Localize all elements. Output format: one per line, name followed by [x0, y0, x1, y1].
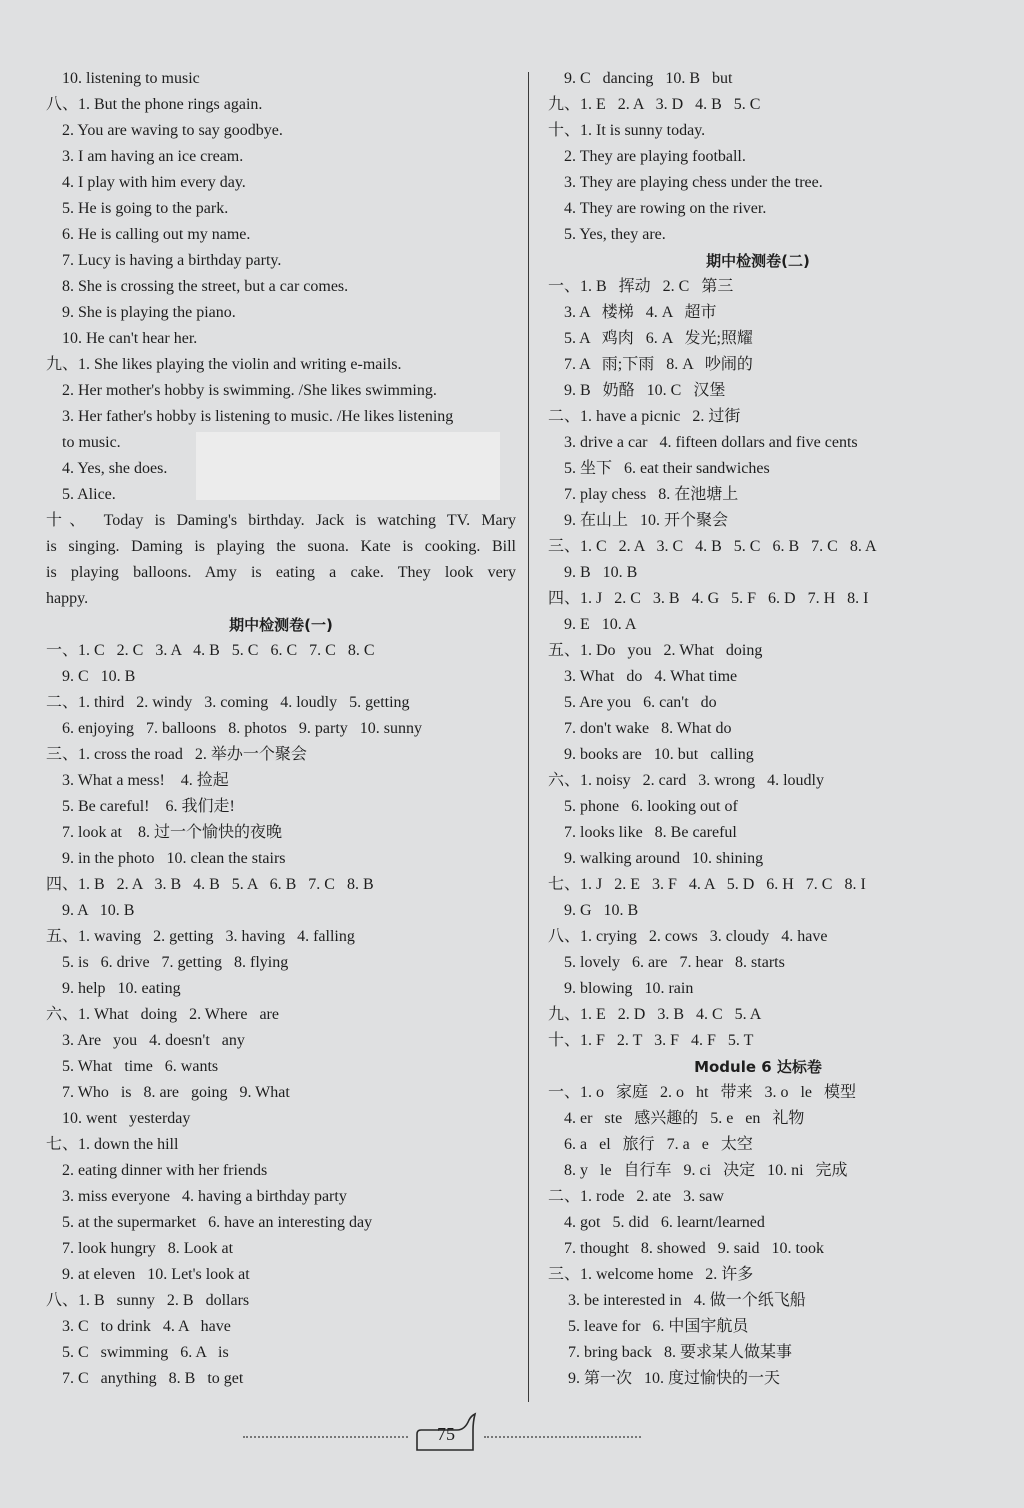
answer-line: 三、1. cross the road 2. 举办一个聚会: [46, 746, 307, 763]
answer-line: 5. Alice.: [46, 486, 116, 503]
answer-line: 6. a el 旅行 7. a e 太空: [548, 1136, 753, 1153]
answer-line: 9. A 10. B: [46, 902, 135, 919]
answer-line: 六、1. noisy 2. card 3. wrong 4. loudly: [548, 772, 824, 789]
answer-line: 九、1. E 2. D 3. B 4. C 5. A: [548, 1006, 762, 1023]
answer-line: is singing. Daming is playing the suona. Kate is cooking. Bill: [46, 538, 516, 555]
answer-line: 七、1. J 2. E 3. F 4. A 5. D 6. H 7. C 8. I: [548, 876, 866, 893]
answer-line: 七、1. down the hill: [46, 1136, 179, 1153]
answer-line: 十、1. It is sunny today.: [548, 122, 706, 139]
answer-line: 5. Are you 6. can't do: [548, 694, 717, 711]
answer-line: 3. They are playing chess under the tree.: [548, 174, 823, 191]
answer-line: to music.: [46, 434, 121, 451]
answer-line: 一、1. o 家庭 2. o ht 带来 3. o le 模型: [548, 1084, 856, 1101]
answer-line: 八、1. crying 2. cows 3. cloudy 4. have: [548, 928, 828, 945]
answer-line: 8. She is crossing the street, but a car comes.: [46, 278, 349, 295]
answer-line: 3. What a mess! 4. 捡起: [46, 772, 229, 789]
answer-line: 5. C swimming 6. A is: [46, 1344, 229, 1361]
answer-line: 7. don't wake 8. What do: [548, 720, 732, 737]
page-number: 75: [437, 1424, 455, 1444]
answer-line: 5. Yes, they are.: [548, 226, 666, 243]
answer-line: 7. look at 8. 过一个愉快的夜晚: [46, 824, 282, 841]
answer-line: 9. G 10. B: [548, 902, 639, 919]
answer-line: 9. E 10. A: [548, 616, 637, 633]
answer-line: 一、1. C 2. C 3. A 4. B 5. C 6. C 7. C 8. C: [46, 642, 375, 659]
answer-line: 5. lovely 6. are 7. hear 8. starts: [548, 954, 785, 971]
answer-line: 3. Are you 4. doesn't any: [46, 1032, 245, 1049]
erased-area: [196, 432, 500, 500]
answer-line: 五、1. Do you 2. What doing: [548, 642, 763, 659]
answer-line: 7. play chess 8. 在池塘上: [548, 486, 739, 503]
section-heading: 期中检测卷(二): [706, 252, 810, 270]
answer-line: 3. drive a car 4. fifteen dollars and five cents: [548, 434, 858, 451]
answer-line: 4. Yes, she does.: [46, 460, 168, 477]
answer-line: 2. You are waving to say goodbye.: [46, 122, 283, 139]
answer-line: 9. C dancing 10. B but: [548, 70, 733, 87]
answer-line: 7. Who is 8. are going 9. What: [46, 1084, 290, 1101]
section-heading: 期中检测卷(一): [229, 616, 333, 634]
footer-dotted-rule-right: [484, 1436, 641, 1438]
answer-line: 二、1. third 2. windy 3. coming 4. loudly 5. getting: [46, 694, 410, 711]
answer-line: 9. blowing 10. rain: [548, 980, 694, 997]
answer-line: 9. B 奶酪 10. C 汉堡: [548, 382, 726, 399]
answer-line: 4. er ste 感兴趣的 5. e en 礼物: [548, 1110, 805, 1127]
answer-line: 3. What do 4. What time: [548, 668, 738, 685]
answer-line: 5. What time 6. wants: [46, 1058, 219, 1075]
answer-line: 10. He can't hear her.: [46, 330, 198, 347]
answer-line: 9. in the photo 10. clean the stairs: [46, 850, 286, 867]
answer-line: 3. be interested in 4. 做一个纸飞船: [548, 1292, 806, 1309]
answer-line: 5. He is going to the park.: [46, 200, 229, 217]
answer-line: 7. A 雨;下雨 8. A 吵闹的: [548, 356, 753, 373]
answer-line: 4. They are rowing on the river.: [548, 200, 767, 217]
answer-line: 7. look hungry 8. Look at: [46, 1240, 234, 1257]
answer-line: 5. is 6. drive 7. getting 8. flying: [46, 954, 289, 971]
answer-line: 3. Her father's hobby is listening to music. /He likes listening: [46, 408, 454, 425]
answer-line: 八、1. But the phone rings again.: [46, 96, 263, 113]
answer-line: 5. 坐下 6. eat their sandwiches: [548, 460, 770, 477]
column-divider: [528, 72, 529, 1402]
answer-line: 3. I am having an ice cream.: [46, 148, 244, 165]
answer-line: 9. She is playing the piano.: [46, 304, 236, 321]
answer-line: 5. at the supermarket 6. have an interesting day: [46, 1214, 373, 1231]
answer-line: 7. bring back 8. 要求某人做某事: [548, 1344, 792, 1361]
answer-line: 7. thought 8. showed 9. said 10. took: [548, 1240, 824, 1257]
answer-line: 3. miss everyone 4. having a birthday party: [46, 1188, 347, 1205]
answer-line: 四、1. J 2. C 3. B 4. G 5. F 6. D 7. H 8. I: [548, 590, 869, 607]
answer-line: 9. walking around 10. shining: [548, 850, 764, 867]
answer-line: 3. A 楼梯 4. A 超市: [548, 304, 717, 321]
answer-line: 5. phone 6. looking out of: [548, 798, 738, 815]
right-column: [548, 66, 968, 1392]
answer-line: 5. Be careful! 6. 我们走!: [46, 798, 235, 815]
answer-line: 6. enjoying 7. balloons 8. photos 9. party 10. sunny: [46, 720, 422, 737]
answer-line: 九、1. She likes playing the violin and writing e-mails.: [46, 356, 402, 373]
answer-line: 7. Lucy is having a birthday party.: [46, 252, 282, 269]
answer-line: 2. eating dinner with her friends: [46, 1162, 268, 1179]
page-number-badge: [413, 1410, 479, 1454]
answer-line: 2. They are playing football.: [548, 148, 746, 165]
answer-line: 4. I play with him every day.: [46, 174, 246, 191]
answer-line: 二、1. have a picnic 2. 过街: [548, 408, 741, 425]
answer-line: 3. C to drink 4. A have: [46, 1318, 231, 1335]
answer-line: 十、 Today is Daming's birthday. Jack is watching TV. Mary: [46, 512, 516, 529]
answer-line: 6. He is calling out my name.: [46, 226, 251, 243]
answer-line: 三、1. C 2. A 3. C 4. B 5. C 6. B 7. C 8. A: [548, 538, 877, 555]
answer-line: 9. help 10. eating: [46, 980, 181, 997]
answer-line: 四、1. B 2. A 3. B 4. B 5. A 6. B 7. C 8. B: [46, 876, 374, 893]
answer-line: 9. B 10. B: [548, 564, 638, 581]
answer-line: 三、1. welcome home 2. 许多: [548, 1266, 754, 1283]
answer-line: 7. C anything 8. B to get: [46, 1370, 244, 1387]
answer-line: 5. A 鸡肉 6. A 发光;照耀: [548, 330, 753, 347]
answer-line: is playing balloons. Amy is eating a cake. They look very: [46, 564, 516, 581]
answer-line: 10. listening to music: [46, 70, 200, 87]
answer-line: 9. C 10. B: [46, 668, 136, 685]
answer-line: 10. went yesterday: [46, 1110, 191, 1127]
answer-line: 9. at eleven 10. Let's look at: [46, 1266, 250, 1283]
left-column: [46, 66, 516, 1392]
answer-line: 一、1. B 挥动 2. C 第三: [548, 278, 734, 295]
section-heading: Module 6 达标卷: [694, 1058, 822, 1076]
answer-line: 六、1. What doing 2. Where are: [46, 1006, 279, 1023]
answer-line: 二、1. rode 2. ate 3. saw: [548, 1188, 724, 1205]
answer-line: 2. Her mother's hobby is swimming. /She likes swimming.: [46, 382, 437, 399]
answer-line: 4. got 5. did 6. learnt/learned: [548, 1214, 765, 1231]
answer-line: 八、1. B sunny 2. B dollars: [46, 1292, 250, 1309]
answer-line: 5. leave for 6. 中国宇航员: [548, 1318, 749, 1335]
footer-dotted-rule-left: [243, 1436, 408, 1438]
answer-line: 7. looks like 8. Be careful: [548, 824, 737, 841]
answer-line: 五、1. waving 2. getting 3. having 4. falling: [46, 928, 355, 945]
answer-line: 9. books are 10. but calling: [548, 746, 754, 763]
answer-line: happy.: [46, 590, 89, 607]
answer-line: 8. y le 自行车 9. ci 决定 10. ni 完成: [548, 1162, 848, 1179]
answer-line: 九、1. E 2. A 3. D 4. B 5. C: [548, 96, 761, 113]
answer-line: 十、1. F 2. T 3. F 4. F 5. T: [548, 1032, 754, 1049]
page-footer: [0, 1400, 1024, 1460]
answer-line: 9. 第一次 10. 度过愉快的一天: [548, 1370, 781, 1387]
answer-line: 9. 在山上 10. 开个聚会: [548, 512, 729, 529]
